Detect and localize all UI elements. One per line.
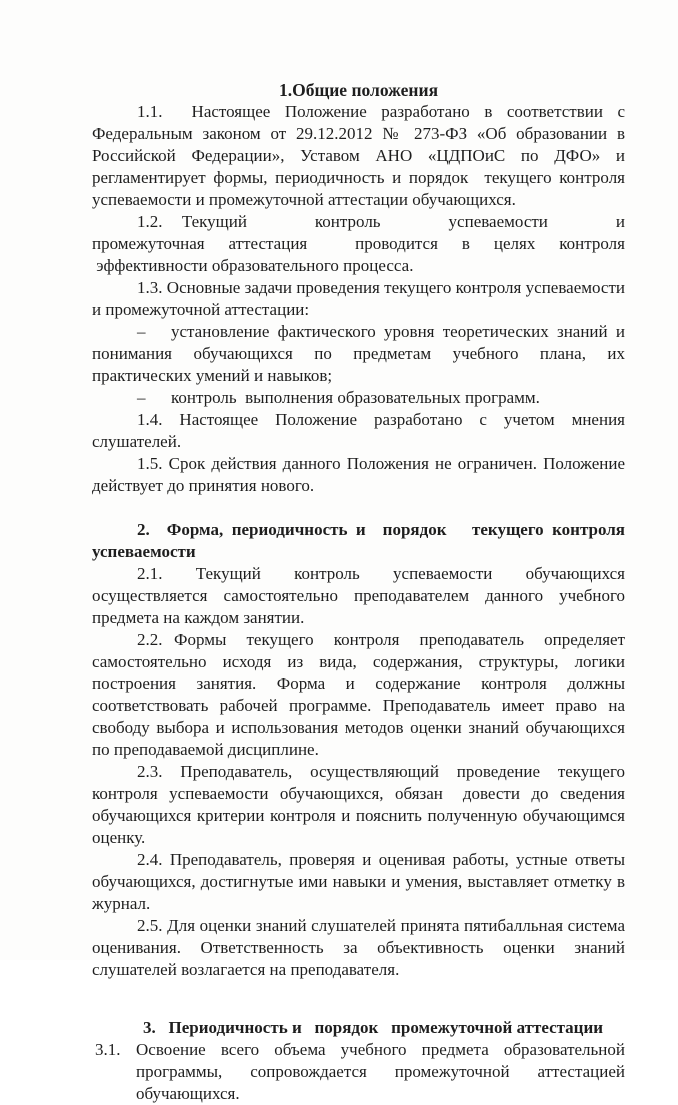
clause-2-1: 2.1. Текущий контроль успеваемости обучающихся осуществляется самостоятельно преподавателем данного учебного предмета на каждом занятии. <box>92 564 625 627</box>
clause-1-5: 1.5. Срок действия данного Положения не ограничен. Положение действует до принятия нового. <box>92 454 625 495</box>
clause-2-4: 2.4. Преподаватель, проверяя и оценивая работы, устные ответы обучающихся, достигнутые ими навыки и умения, выставляет отметку в журнал. <box>92 850 625 913</box>
section-2-heading: 2. Форма, периодичность и порядок текущего контроля успеваемости <box>92 520 625 561</box>
clause-3-1-number: 3.1. <box>95 1040 121 1059</box>
clause-3-1 <box>92 1039 625 1105</box>
clause-3-1-text: Освоение всего объема учебного предмета образовательной программы, сопровождается промежуточной аттестацией обучающихся. <box>136 1040 625 1103</box>
clause-2-5: 2.5. Для оценки знаний слушателей принята пятибалльная система оценивания. Ответственность за объективность оценки знаний слушателей возлагается на преподавателя. <box>92 916 625 979</box>
section-1-heading: 1.Общие положения <box>278 80 439 100</box>
bullet-establish-knowledge-level: – установление фактического уровня теоретических знаний и понимания обучающихся по предметам учебного плана, их практических умений и навыков; <box>92 322 625 385</box>
clause-1-4: 1.4. Настоящее Положение разработано с учетом мнения слушателей. <box>92 410 625 451</box>
section-3-heading: 3. Периодичность и порядок промежуточной аттестации <box>143 1018 604 1037</box>
clause-1-1: 1.1. Настоящее Положение разработано в соответствии с Федеральным законом от 29.12.2012 № 273-ФЗ «Об образовании в Российской Федерации», Уставом АНО «ЦДПОиС по ДФО» и регламентирует формы, периодичность и порядок текущего контроля успеваемости и промежуточной аттестации обучающихся. <box>92 102 625 209</box>
clause-1-2: 1.2. Текущий контроль успеваемости и промежуточная аттестация проводится в целях контроля эффективности образовательного процесса. <box>92 212 625 275</box>
bullet-control-programs: – контроль выполнения образовательных программ. <box>137 388 540 407</box>
clause-2-2: 2.2. Формы текущего контроля преподаватель определяет самостоятельно исходя из вида, содержания, структуры, логики построения занятия. Форма и содержание контроля должны соответствовать рабочей программе. Преподаватель имеет право на свободу выбора и использования методов оценки знаний обучающихся по преподаваемой дисциплине. <box>92 630 625 759</box>
clause-1-3: 1.3. Основные задачи проведения текущего контроля успеваемости и промежуточной аттестации: <box>92 278 625 319</box>
clause-2-3: 2.3. Преподаватель, осуществляющий проведение текущего контроля успеваемости обучающихся, обязан довести до сведения обучающихся критерии контроля и пояснить полученную обучающимся оценку. <box>92 762 625 847</box>
